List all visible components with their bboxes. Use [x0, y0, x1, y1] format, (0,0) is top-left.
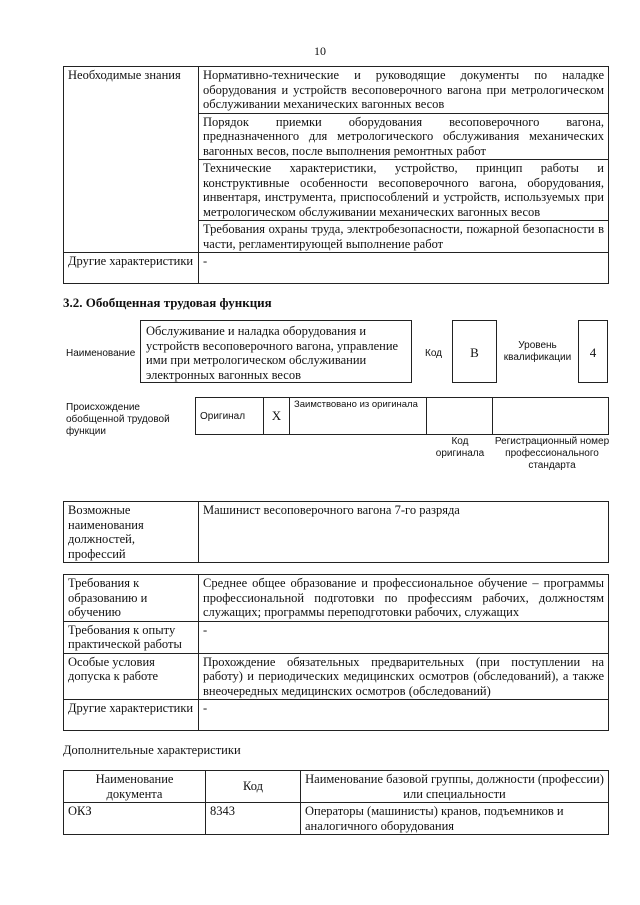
- additional-title: Дополнительные характеристики: [63, 743, 241, 757]
- positions-table: [63, 501, 609, 563]
- knowledge-item: Технические характеристики, устройство, принцип работы и конструктивные особенности весоповерочного вагона, оборудования, инвентаря, инструмента, приспособлений и устройств, используемых при метрологическом обслуживании механических вагонных весов: [199, 160, 609, 221]
- caption-reg: Регистрационный номер профессионального стандарта: [494, 436, 610, 471]
- req-label: Особые условия допуска к работе: [64, 653, 199, 700]
- borrowed-label: Заимствовано из оригинала: [290, 398, 427, 435]
- req-value: -: [199, 700, 609, 731]
- req-label: Требования к опыту практической работы: [64, 621, 199, 653]
- caption-code: Код оригинала: [435, 436, 485, 459]
- req-value: -: [199, 621, 609, 653]
- origin-table: [195, 397, 609, 435]
- req-value: Прохождение обязательных предварительных (при поступлении на работу) и периодических медицинских осмотров (обследований), а также внеочередных медицинских осмотров (обследований): [199, 653, 609, 700]
- original-mark: X: [264, 398, 290, 435]
- function-name-box: [140, 320, 412, 383]
- code-label: Код: [425, 348, 443, 359]
- additional-header: Наименование базовой группы, должности (профессии) или специальности: [301, 771, 609, 803]
- level-box: [578, 320, 608, 383]
- requirements-table: [63, 574, 609, 731]
- original-label: Оригинал: [196, 398, 264, 435]
- req-value: Среднее общее образование и профессиональное обучение – программы профессиональной подготовки по профессиям рабочих, должностям служащих; программы переподготовки рабочих, служащих: [199, 575, 609, 622]
- other-value: -: [199, 253, 609, 284]
- knowledge-label: Необходимые знания: [64, 67, 199, 253]
- code-value: B: [470, 345, 479, 360]
- knowledge-item: Нормативно-технические и руководящие документы по наладке оборудования и устройств весоповерочного вагона при метрологическом обслуживании механических вагонных весов: [199, 67, 609, 114]
- req-label: Требования к образованию и обучению: [64, 575, 199, 622]
- additional-cell: Операторы (машинисты) кранов, подъемников и аналогичного оборудования: [301, 803, 609, 835]
- positions-value: Машинист весоповерочного вагона 7-го разряда: [199, 502, 609, 563]
- code-box: [452, 320, 497, 383]
- origin-reg-cell: [493, 398, 609, 435]
- knowledge-item: Требования охраны труда, электробезопасности, пожарной безопасности в части, регламентирующей выполнение работ: [199, 221, 609, 253]
- table-row: [64, 803, 609, 835]
- name-label: Наименование: [66, 348, 136, 359]
- page-number: 10: [314, 44, 326, 58]
- level-label: Уровень квалификации: [503, 340, 572, 363]
- additional-header: Код: [206, 771, 301, 803]
- section-title: 3.2. Обобщенная трудовая функция: [63, 295, 272, 310]
- origin-label: Происхождение обобщенной трудовой функции: [66, 402, 170, 437]
- level-value: 4: [589, 345, 597, 360]
- other-label: Другие характеристики: [64, 253, 199, 284]
- additional-cell: 8343: [206, 803, 301, 835]
- additional-header: Наименование документа: [64, 771, 206, 803]
- req-label: Другие характеристики: [64, 700, 199, 731]
- additional-table: [63, 770, 609, 835]
- knowledge-table: [63, 66, 609, 284]
- positions-label: Возможные наименования должностей, профессий: [64, 502, 199, 563]
- additional-cell: ОКЗ: [64, 803, 206, 835]
- function-name-value: Обслуживание и наладка оборудования и устройств весоповерочного вагона, управление ими при метрологическом обслуживании электронных вагонных весов: [146, 324, 399, 382]
- origin-code-cell: [427, 398, 493, 435]
- knowledge-item: Порядок приемки оборудования весоповерочного вагона, предназначенного для метрологического обслуживания механических вагонных весов, после выполнения ремонтных работ: [199, 113, 609, 160]
